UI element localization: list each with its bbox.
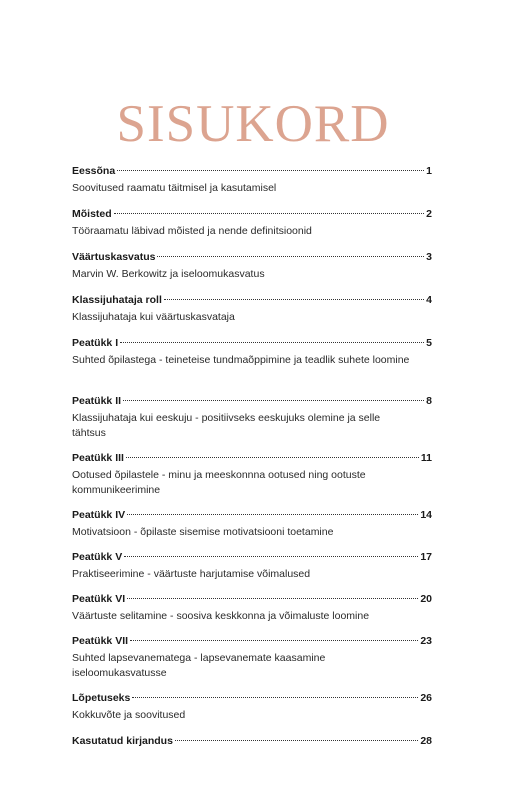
toc-entry-peatukk-1[interactable]: [72, 337, 432, 368]
toc-entry-heading: [72, 337, 432, 350]
toc-entry-vaartuskasvatus[interactable]: [72, 251, 432, 282]
toc-entry-heading: [72, 452, 432, 465]
toc-entry-heading: [72, 251, 432, 264]
dot-leader: [164, 299, 424, 300]
toc-entry-page-number: 28: [420, 735, 432, 747]
toc-entry-page-number: 11: [420, 452, 432, 464]
toc-entry-heading: [72, 692, 432, 705]
dot-leader: [120, 342, 424, 343]
toc-entry-label: Peatükk VI: [72, 593, 126, 605]
toc-entry-heading: [72, 294, 432, 307]
toc-entry-klassijuhataja-roll[interactable]: [72, 294, 432, 325]
dot-leader: [175, 740, 418, 741]
toc-entry-peatukk-4[interactable]: [72, 509, 432, 540]
toc-entry-page-number: 2: [426, 208, 432, 220]
toc-entry-peatukk-2[interactable]: [72, 395, 432, 441]
dot-leader: [157, 256, 424, 257]
toc-entry-heading: [72, 208, 432, 221]
toc-entry-label: Mõisted: [72, 208, 112, 220]
toc-entry-description: Suhted õpilastega - teineteise tundmaõppimine ja teadlik suhete loomine: [72, 354, 410, 366]
toc-entry-peatukk-5[interactable]: [72, 551, 432, 582]
toc-entry-description: Motivatsioon - õpilaste sisemise motivatsiooni toetamine: [72, 526, 334, 538]
toc-entry-label: Klassijuhataja roll: [72, 294, 162, 306]
toc-entry-peatukk-6[interactable]: [72, 593, 432, 624]
toc-entry-description: Suhted lapsevanematega - lapsevanemate kaasamine iseloomukasvatusse: [72, 652, 326, 679]
toc-entry-page-number: 1: [426, 165, 432, 177]
toc-entry-lopetuseks[interactable]: [72, 692, 432, 723]
page-title: SISUKORD: [116, 94, 390, 153]
toc-entry-description: Klassijuhataja kui eeskuju - positiivseks eeskujuks olemine ja selle tähtsus: [72, 412, 381, 439]
toc-entry-page-number: 20: [420, 593, 432, 605]
toc-entry-label: Peatükk V: [72, 551, 123, 563]
dot-leader: [114, 213, 424, 214]
dot-leader: [127, 514, 418, 515]
dot-leader: [130, 640, 418, 641]
toc-entry-eessona[interactable]: [72, 165, 432, 196]
toc-entry-label: Lõpetuseks: [72, 692, 131, 704]
toc-entry-page-number: 3: [426, 251, 432, 263]
toc-entry-description: Tööraamatu läbivad mõisted ja nende definitsioonid: [72, 225, 312, 237]
toc-entry-peatukk-3[interactable]: [72, 452, 432, 498]
toc-entry-description: Ootused õpilastele - minu ja meeskonnna ootused ning ootuste kommunikeerimine: [72, 469, 366, 496]
toc-entry-page-number: 8: [426, 395, 432, 407]
toc-entry-page-number: 23: [420, 635, 432, 647]
dot-leader: [123, 400, 424, 401]
toc-entry-label: Peatükk I: [72, 337, 119, 349]
toc-entry-heading: [72, 395, 432, 408]
toc-entry-kasutatud-kirjandus[interactable]: [72, 735, 432, 748]
toc-entry-page-number: 26: [420, 692, 432, 704]
toc-entry-description: Väärtuste selitamine - soosiva keskkonna ja võimaluste loomine: [72, 610, 370, 622]
dot-leader: [117, 170, 424, 171]
toc-entry-page-number: 14: [420, 509, 432, 521]
toc-entry-label: Väärtuskasvatus: [72, 251, 156, 263]
dot-leader: [126, 457, 419, 458]
toc-entry-label: Peatükk VII: [72, 635, 129, 647]
toc-entry-peatukk-7[interactable]: [72, 635, 432, 681]
toc-entry-heading: [72, 593, 432, 606]
toc-entry-label: Peatükk III: [72, 452, 124, 464]
toc-entry-heading: [72, 735, 432, 748]
toc-entry-heading: [72, 509, 432, 522]
toc-entry-description: Praktiseerimine - väärtuste harjutamise võimalused: [72, 568, 311, 580]
toc-entry-heading: [72, 165, 432, 178]
dot-leader: [132, 697, 418, 698]
toc-entry-label: Peatükk IV: [72, 509, 126, 521]
toc-entry-page-number: 17: [420, 551, 432, 563]
toc-entry-label: Peatükk II: [72, 395, 122, 407]
dot-leader: [124, 556, 418, 557]
toc-entry-description: Soovitused raamatu täitmisel ja kasutamisel: [72, 182, 277, 194]
toc-entry-label: Eessõna: [72, 165, 116, 177]
toc-entry-description: Marvin W. Berkowitz ja iseloomukasvatus: [72, 268, 265, 280]
toc-entry-label: Kasutatud kirjandus: [72, 735, 173, 747]
toc-entry-page-number: 5: [426, 337, 432, 349]
toc-entry-heading: [72, 635, 432, 648]
toc-entry-page-number: 4: [426, 294, 432, 306]
toc-entry-description: Kokkuvõte ja soovitused: [72, 709, 186, 721]
toc-entry-heading: [72, 551, 432, 564]
toc-entry-description: Klassijuhataja kui väärtuskasvataja: [72, 311, 235, 323]
toc-entry-moisted[interactable]: [72, 208, 432, 239]
dot-leader: [127, 598, 418, 599]
